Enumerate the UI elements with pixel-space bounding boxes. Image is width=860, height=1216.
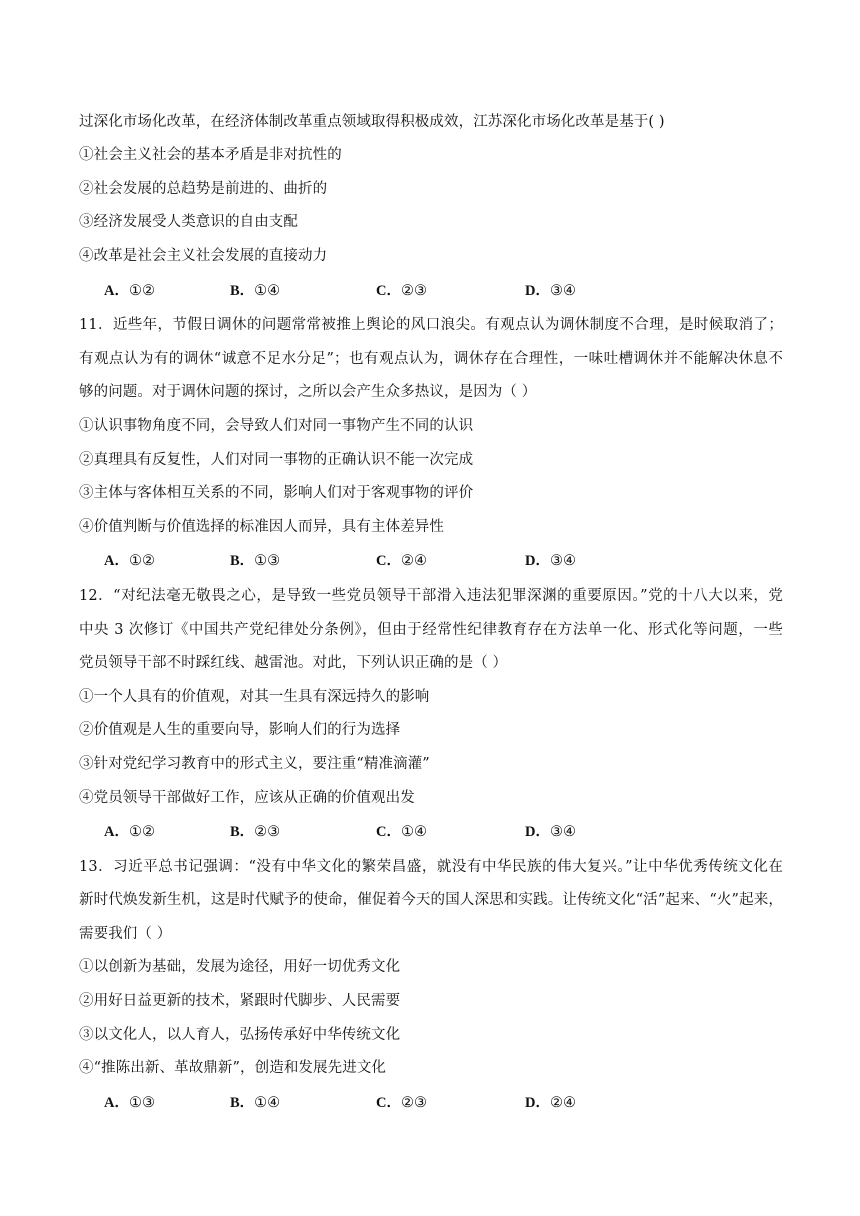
q13-item-2: ②用好日益更新的技术，紧跟时代脚步、人民需要	[79, 993, 401, 1009]
q11-item-2: ②真理具有反复性，人们对同一事物的正确认识不能一次完成	[79, 452, 474, 468]
q10-item-1: ①社会主义社会的基本矛盾是非对抗性的	[79, 147, 342, 163]
q13-option-a[interactable]: A．①③	[104, 1095, 155, 1111]
q12-stem-line-1: 12．“对纪法毫无敬畏之心，是导致一些党员领导干部滑入违法犯罪深渊的重要原因。”党的十八大以来，党	[79, 588, 783, 604]
q11-options	[104, 551, 704, 571]
q10-item-2: ②社会发展的总趋势是前进的、曲折的	[79, 181, 328, 197]
q11-stem-line-1: 11．近些年，节假日调休的问题常常被推上舆论的风口浪尖。有观点认为调休制度不合理，是时候取消了；	[79, 317, 783, 333]
q13-option-c[interactable]: C．②③	[376, 1095, 427, 1111]
q12-option-d[interactable]: D．③④	[525, 824, 576, 840]
q12-option-b[interactable]: B．②③	[230, 824, 281, 840]
q11-stem-line-2: 有观点认为有的调休“诚意不足水分足”；也有观点认为，调休存在合理性，一味吐槽调休并不能解决休息不	[79, 351, 783, 367]
q11-option-d[interactable]: D．③④	[525, 553, 576, 569]
q13-options	[104, 1093, 704, 1113]
q10-option-c[interactable]: C．②③	[376, 283, 427, 299]
q12-stem-line-3: 党员领导干部不时踩红线、越雷池。对此，下列认识正确的是（ ）	[79, 655, 508, 671]
q10-item-4: ④改革是社会主义社会发展的直接动力	[79, 248, 328, 264]
q11-option-b[interactable]: B．①③	[230, 553, 281, 569]
q10-option-a[interactable]: A．①②	[104, 283, 155, 299]
q12-option-a[interactable]: A．①②	[104, 824, 155, 840]
q10-stem-tail: 过深化市场化改革，在经济体制改革重点领域取得积极成效，江苏深化市场化改革是基于( )	[79, 114, 665, 130]
q11-item-1: ①认识事物角度不同，会导致人们对同一事物产生不同的认识	[79, 418, 474, 434]
q13-stem-line-3: 需要我们（ ）	[79, 926, 172, 942]
q12-item-2: ②价值观是人生的重要向导，影响人们的行为选择	[79, 722, 401, 738]
q12-item-4: ④党员领导干部做好工作，应该从正确的价值观出发	[79, 790, 415, 806]
q10-option-d[interactable]: D．③④	[525, 283, 576, 299]
q11-option-a[interactable]: A．①②	[104, 553, 155, 569]
q13-item-4: ④“推陈出新、革故鼎新”，创造和发展先进文化	[79, 1060, 387, 1076]
q12-item-1: ①一个人具有的价值观，对其一生具有深远持久的影响	[79, 689, 430, 705]
q12-option-c[interactable]: C．①④	[376, 824, 427, 840]
q12-stem-line-2: 中央 3 次修订《中国共产党纪律处分条例》，但由于经常性纪律教育存在方法单一化、形式化等问题，一些	[79, 622, 783, 638]
q13-option-b[interactable]: B．①④	[230, 1095, 281, 1111]
q13-item-3: ③以文化人，以人育人，弘扬传承好中华传统文化	[79, 1027, 401, 1043]
q13-stem-line-2: 新时代焕发新生机，这是时代赋予的使命，催促着今天的国人深思和实践。让传统文化“活”起来、“火”起来，	[79, 892, 783, 908]
q11-item-3: ③主体与客体相互关系的不同，影响人们对于客观事物的评价	[79, 485, 474, 501]
q13-item-1: ①以创新为基础，发展为途径，用好一切优秀文化	[79, 959, 401, 975]
q10-item-3: ③经济发展受人类意识的自由支配	[79, 214, 298, 230]
q12-item-3: ③针对党纪学习教育中的形式主义，要注重“精准滴灌”	[79, 756, 430, 772]
q13-option-d[interactable]: D．②④	[525, 1095, 576, 1111]
q10-option-b[interactable]: B．①④	[230, 283, 281, 299]
q11-option-c[interactable]: C．②④	[376, 553, 427, 569]
q11-stem-line-3: 够的问题。对于调休问题的探讨，之所以会产生众多热议，是因为（ ）	[79, 384, 537, 400]
q12-options	[104, 822, 704, 842]
q11-item-4: ④价值判断与价值选择的标准因人而异，具有主体差异性	[79, 519, 444, 535]
q10-options	[104, 281, 704, 301]
q13-stem-line-1: 13．习近平总书记强调：“没有中华文化的繁荣昌盛，就没有中华民族的伟大复兴。”让中华优秀传统文化在	[79, 859, 783, 875]
